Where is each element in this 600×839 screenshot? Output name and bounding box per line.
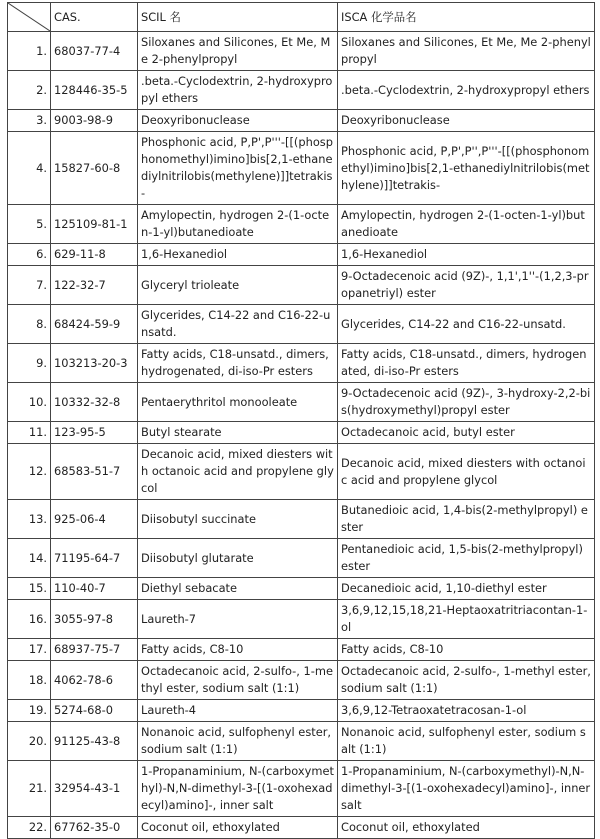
diagonal-header-cell bbox=[8, 3, 51, 32]
chemical-table bbox=[7, 2, 595, 839]
header-scil: SCIL 名 bbox=[138, 3, 338, 32]
cas-cell: 68583-51-7 bbox=[51, 444, 138, 500]
isca-name-cell: Nonanoic acid, sulfophenyl ester, sodium salt (1:1) bbox=[338, 722, 595, 761]
scil-name-cell: Fatty acids, C18-unsatd., dimers, hydrogenated, di-iso-Pr esters bbox=[138, 344, 338, 383]
scil-name-cell: Butyl stearate bbox=[138, 422, 338, 444]
cas-cell: 68037-77-4 bbox=[51, 32, 138, 71]
isca-name-cell: Decanoic acid, mixed diesters with octanoic acid and propylene glycol bbox=[338, 444, 595, 500]
header-isca: ISCA 化学品名 bbox=[338, 3, 595, 32]
row-number: 11. bbox=[8, 422, 51, 444]
isca-name-cell: 9-Octadecenoic acid (9Z)-, 1,1',1''-(1,2,3-propanetriyl) ester bbox=[338, 266, 595, 305]
scil-name-cell: .beta.-Cyclodextrin, 2-hydroxypropyl ethers bbox=[138, 71, 338, 110]
scil-name-cell: Nonanoic acid, sulfophenyl ester, sodium salt (1:1) bbox=[138, 722, 338, 761]
scil-name-cell: 1,6-Hexanediol bbox=[138, 244, 338, 266]
table-row bbox=[8, 344, 595, 383]
cas-cell: 925-06-4 bbox=[51, 500, 138, 539]
table-row bbox=[8, 110, 595, 132]
row-number: 1. bbox=[8, 32, 51, 71]
cas-cell: 5274-68-0 bbox=[51, 700, 138, 722]
cas-cell: 91125-43-8 bbox=[51, 722, 138, 761]
row-number: 17. bbox=[8, 639, 51, 661]
header-cas: CAS. bbox=[51, 3, 138, 32]
isca-name-cell: Siloxanes and Silicones, Et Me, Me 2-phenylpropyl bbox=[338, 32, 595, 71]
row-number: 20. bbox=[8, 722, 51, 761]
cas-cell: 71195-64-7 bbox=[51, 539, 138, 578]
cas-cell: 15827-60-8 bbox=[51, 132, 138, 205]
scil-name-cell: Laureth-7 bbox=[138, 600, 338, 639]
cas-cell: 103213-20-3 bbox=[51, 344, 138, 383]
isca-name-cell: 1-Propanaminium, N-(carboxymethyl)-N,N-dimethyl-3-[(1-oxohexadecyl)amino]-, inner salt bbox=[338, 761, 595, 817]
cas-cell: 68937-75-7 bbox=[51, 639, 138, 661]
table-row bbox=[8, 422, 595, 444]
row-number: 9. bbox=[8, 344, 51, 383]
table-row bbox=[8, 817, 595, 839]
cas-cell: 123-95-5 bbox=[51, 422, 138, 444]
isca-name-cell: Fatty acids, C8-10 bbox=[338, 639, 595, 661]
scil-name-cell: Octadecanoic acid, 2-sulfo-, 1-methyl ester, sodium salt (1:1) bbox=[138, 661, 338, 700]
isca-name-cell: Pentanedioic acid, 1,5-bis(2-methylpropyl) ester bbox=[338, 539, 595, 578]
cas-cell: 32954-43-1 bbox=[51, 761, 138, 817]
cas-cell: 68424-59-9 bbox=[51, 305, 138, 344]
table-row bbox=[8, 700, 595, 722]
table-row bbox=[8, 761, 595, 817]
row-number: 16. bbox=[8, 600, 51, 639]
scil-name-cell: Diisobutyl glutarate bbox=[138, 539, 338, 578]
cas-cell: 67762-35-0 bbox=[51, 817, 138, 839]
row-number: 10. bbox=[8, 383, 51, 422]
scil-name-cell: Pentaerythritol monooleate bbox=[138, 383, 338, 422]
isca-name-cell: Octadecanoic acid, butyl ester bbox=[338, 422, 595, 444]
scil-name-cell: Coconut oil, ethoxylated bbox=[138, 817, 338, 839]
row-number: 8. bbox=[8, 305, 51, 344]
cas-cell: 4062-78-6 bbox=[51, 661, 138, 700]
scil-name-cell: Amylopectin, hydrogen 2-(1-octen-1-yl)butanedioate bbox=[138, 205, 338, 244]
cas-cell: 9003-98-9 bbox=[51, 110, 138, 132]
row-number: 5. bbox=[8, 205, 51, 244]
isca-name-cell: 3,6,9,12,15,18,21-Heptaoxatritriacontan-1-ol bbox=[338, 600, 595, 639]
row-number: 6. bbox=[8, 244, 51, 266]
table-row bbox=[8, 305, 595, 344]
isca-name-cell: Decanedioic acid, 1,10-diethyl ester bbox=[338, 578, 595, 600]
table-body bbox=[8, 32, 595, 839]
row-number: 4. bbox=[8, 132, 51, 205]
row-number: 12. bbox=[8, 444, 51, 500]
scil-name-cell: Siloxanes and Silicones, Et Me, Me 2-phenylpropyl bbox=[138, 32, 338, 71]
isca-name-cell: Deoxyribonuclease bbox=[338, 110, 595, 132]
cas-cell: 629-11-8 bbox=[51, 244, 138, 266]
isca-name-cell: Phosphonic acid, P,P',P'',P'''-[[(phosphonomethyl)imino]bis[2,1-ethanediylnitrilobis(methylene)]]tetrakis- bbox=[338, 132, 595, 205]
row-number: 19. bbox=[8, 700, 51, 722]
row-number: 14. bbox=[8, 539, 51, 578]
row-number: 15. bbox=[8, 578, 51, 600]
table-row bbox=[8, 383, 595, 422]
table-row bbox=[8, 266, 595, 305]
table-row bbox=[8, 600, 595, 639]
table-row bbox=[8, 639, 595, 661]
isca-name-cell: Octadecanoic acid, 2-sulfo-, 1-methyl ester, sodium salt (1:1) bbox=[338, 661, 595, 700]
isca-name-cell: Coconut oil, ethoxylated bbox=[338, 817, 595, 839]
diagonal-line bbox=[8, 3, 50, 31]
cas-cell: 128446-35-5 bbox=[51, 71, 138, 110]
row-number: 13. bbox=[8, 500, 51, 539]
table-row bbox=[8, 500, 595, 539]
scil-name-cell: Diisobutyl succinate bbox=[138, 500, 338, 539]
scil-name-cell: Glyceryl trioleate bbox=[138, 266, 338, 305]
scil-name-cell: Decanoic acid, mixed diesters with octanoic acid and propylene glycol bbox=[138, 444, 338, 500]
row-number: 21. bbox=[8, 761, 51, 817]
table-row bbox=[8, 578, 595, 600]
scil-name-cell: Diethyl sebacate bbox=[138, 578, 338, 600]
scil-name-cell: Deoxyribonuclease bbox=[138, 110, 338, 132]
table-row bbox=[8, 661, 595, 700]
cas-cell: 122-32-7 bbox=[51, 266, 138, 305]
table-row bbox=[8, 722, 595, 761]
isca-name-cell: Fatty acids, C18-unsatd., dimers, hydrogenated, di-iso-Pr esters bbox=[338, 344, 595, 383]
isca-name-cell: 3,6,9,12-Tetraoxatetracosan-1-ol bbox=[338, 700, 595, 722]
table-row bbox=[8, 539, 595, 578]
cas-cell: 10332-32-8 bbox=[51, 383, 138, 422]
scil-name-cell: Laureth-4 bbox=[138, 700, 338, 722]
scil-name-cell: Fatty acids, C8-10 bbox=[138, 639, 338, 661]
table-row bbox=[8, 244, 595, 266]
table-row bbox=[8, 205, 595, 244]
row-number: 18. bbox=[8, 661, 51, 700]
row-number: 7. bbox=[8, 266, 51, 305]
cas-cell: 3055-97-8 bbox=[51, 600, 138, 639]
isca-name-cell: Butanedioic acid, 1,4-bis(2-methylpropyl) ester bbox=[338, 500, 595, 539]
header-row bbox=[8, 3, 595, 32]
row-number: 2. bbox=[8, 71, 51, 110]
cas-cell: 110-40-7 bbox=[51, 578, 138, 600]
table-row bbox=[8, 71, 595, 110]
table-row bbox=[8, 132, 595, 205]
isca-name-cell: 1,6-Hexanediol bbox=[338, 244, 595, 266]
row-number: 3. bbox=[8, 110, 51, 132]
isca-name-cell: Amylopectin, hydrogen 2-(1-octen-1-yl)butanedioate bbox=[338, 205, 595, 244]
cas-cell: 125109-81-1 bbox=[51, 205, 138, 244]
isca-name-cell: .beta.-Cyclodextrin, 2-hydroxypropyl ethers bbox=[338, 71, 595, 110]
row-number: 22. bbox=[8, 817, 51, 839]
scil-name-cell: Phosphonic acid, P,P',P'''-[[(phosphonomethyl)imino]bis[2,1-ethanediylnitrilobis(methylene)]]tetrakis- bbox=[138, 132, 338, 205]
scil-name-cell: 1-Propanaminium, N-(carboxymethyl)-N,N-dimethyl-3-[(1-oxohexadecyl)amino]-, inner salt bbox=[138, 761, 338, 817]
table-row bbox=[8, 444, 595, 500]
table-row bbox=[8, 32, 595, 71]
isca-name-cell: 9-Octadecenoic acid (9Z)-, 3-hydroxy-2,2-bis(hydroxymethyl)propyl ester bbox=[338, 383, 595, 422]
isca-name-cell: Glycerides, C14-22 and C16-22-unsatd. bbox=[338, 305, 595, 344]
scil-name-cell: Glycerides, C14-22 and C16-22-unsatd. bbox=[138, 305, 338, 344]
